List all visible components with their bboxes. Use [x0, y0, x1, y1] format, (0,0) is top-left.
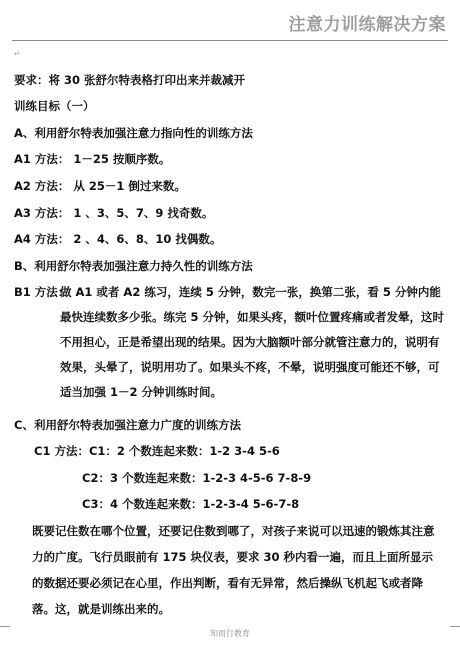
requirement-line: 要求：将 30 张舒尔特表格打印出来并裁减开: [14, 73, 246, 87]
method-c1: C1 方法：C1：2 个数连起来数：1-2 3-4 5-6: [34, 444, 280, 458]
method-a2: A2 方法： 从 25－1 倒过来数。: [14, 179, 186, 193]
closing-paragraph: 既要记住数在哪个位置，还要记住数到哪了，对孩子来说可以迅速的锻炼其注意力的广度。飞行员眼前有 175 块仪表，要求 30 秒内看一遍，而且上面所显示的数据还要必须记在心里，作出判断，看有无异常，然后操纵飞机起飞或者降落。这，就是训练出来的。: [32, 524, 435, 616]
method-b1-text: 做 A1 或者 A2 练习，连续 5 分钟，数完一张，换第二张，看 5 分钟内能最快连续数多少张。练完 5 分钟，如果头疼，额叶位置疼痛或者发晕，这时不用担心，正是希望出现的结果。因为大脑额叶部分就管注意力的，说明有效果，头晕了，说明用功了。如果头不疼，不晕，说明强度可能还不够，可适当加强 1－2 分钟训练时间。: [60, 285, 445, 399]
method-b1-label: B1 方法：: [14, 285, 70, 299]
method-a1: A1 方法： 1－25 按顺序数。: [14, 152, 171, 166]
paragraph-mark: ↵: [14, 50, 20, 58]
footer-right-mark: [450, 626, 460, 627]
section-c-heading: C、利用舒尔特表加强注意力广度的训练方法: [14, 418, 241, 432]
method-c3: C3：4 个数连起来数：1-2-3-4 5-6-7-8: [82, 497, 300, 511]
page-footer: 知而行教育: [210, 629, 250, 638]
page-header-title: 注意力训练解决方案: [288, 15, 446, 35]
section-b-heading: B、利用舒尔特表加强注意力持久性的训练方法: [14, 259, 253, 273]
section-a-heading: A、利用舒尔特表加强注意力指向性的训练方法: [14, 126, 253, 140]
method-c2: C2：3 个数连起来数：1-2-3 4-5-6 7-8-9: [82, 471, 312, 485]
header-divider: [12, 40, 448, 41]
method-a3: A3 方法： 1 、3、5、7、9 找奇数。: [14, 206, 214, 220]
method-a4: A4 方法： 2 、4、6、8、10 找偶数。: [14, 232, 222, 246]
training-goal-heading: 训练目标（一）: [14, 99, 95, 113]
footer-left-mark: [0, 626, 10, 627]
